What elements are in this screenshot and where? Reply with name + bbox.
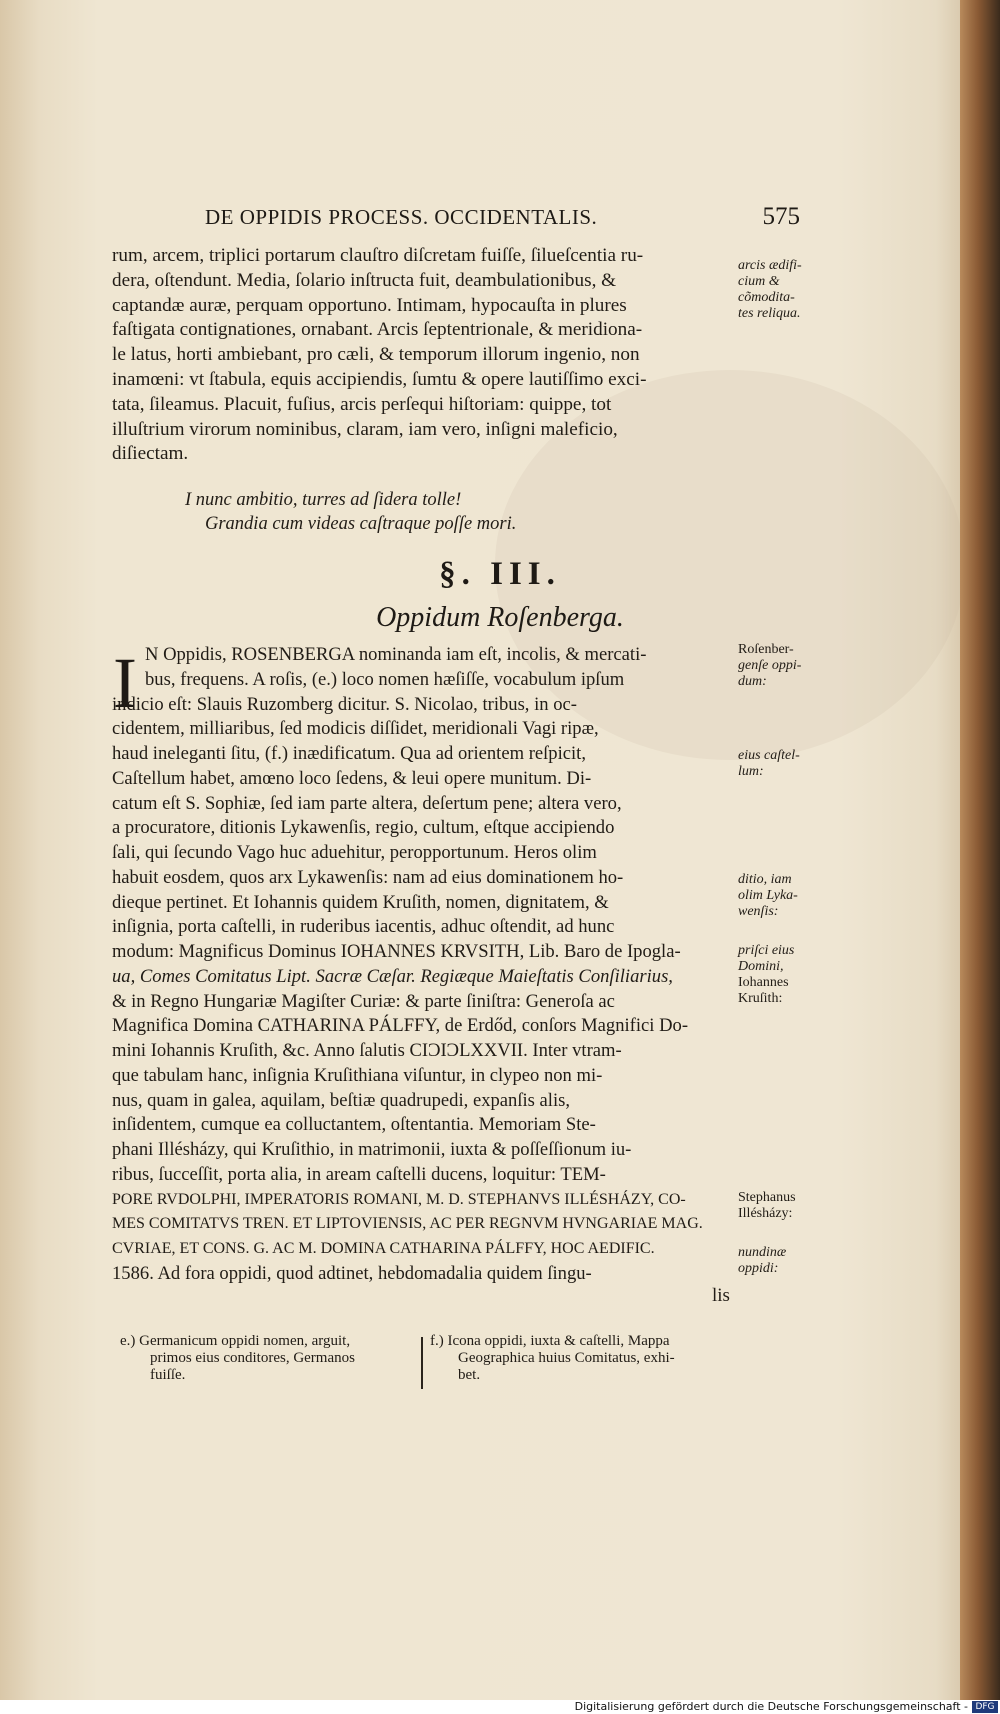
text-line: ribus, ſucceſſit, porta alia, in aream caſtelli ducens, loquitur: TEM- xyxy=(112,1163,606,1185)
text-line: N Oppidis, ROSENBERGA nominanda iam eſt, incolis, & mercati- xyxy=(145,644,647,665)
margin-note-line: oppidi: xyxy=(738,1261,779,1276)
book-edge xyxy=(960,0,1000,1714)
margin-note-line: Roſenber- xyxy=(738,642,794,657)
drop-cap: I xyxy=(113,643,137,723)
text-line: ſali, qui ſecundo Vago huc aduehitur, peropportunum. Heros olim xyxy=(112,842,597,864)
paragraph-arx xyxy=(112,244,727,467)
text-line: CVRIAE, ET CONS. G. AC M. DOMINA CATHARINA PÁLFFY, HOC AEDIFIC. xyxy=(112,1240,655,1258)
margin-note-line: Domini, xyxy=(738,959,784,974)
text-line: 1586. Ad fora oppidi, quod adtinet, hebdomadalia quidem ſingu- xyxy=(112,1262,592,1284)
footnote-line: e.) Germanicum oppidi nomen, arguit, xyxy=(120,1333,351,1349)
footnote-line: bet. xyxy=(458,1367,481,1383)
margin-note-line: lum: xyxy=(738,764,764,779)
text-line: habuit eosdem, quos arx Lykawenſis: nam ad eius dominationem ho- xyxy=(112,866,624,888)
footnote-f xyxy=(430,1333,730,1384)
text-line: & in Regno Hungariæ Magiſter Curiæ: & parte ſiniſtra: Generoſa ac xyxy=(112,990,615,1012)
margin-note-line: priſci eius xyxy=(738,943,795,958)
margin-note xyxy=(738,258,858,322)
text-line: Caſtellum habet, amœno loco ſedens, & leui opere munitum. Di- xyxy=(112,767,592,789)
margin-note-line: ditio, iam xyxy=(738,872,792,887)
text-line: MES COMITATVS TREN. ET LIPTOVIENSIS, AC PER REGNVM HVNGARIAE MAG. xyxy=(112,1215,703,1233)
section-number: §. III. xyxy=(439,556,561,592)
margin-note-line: olim Lyka- xyxy=(738,888,798,903)
paragraph-rosenberga-intro xyxy=(145,643,729,693)
text-line: bus, frequens. A roſis, (e.) loco nomen hæſiſſe, vocabulum ipſum xyxy=(145,668,625,690)
text-line: inamœni: vt ſtabula, equis accipiendis, ſumtu & opere lautiſſimo exci- xyxy=(112,368,647,390)
margin-note-line: wenſis: xyxy=(738,904,779,919)
text-line: Magnifica Domina CATHARINA PÁLFFY, de Erdőd, conſors Magnifici Do- xyxy=(112,1015,689,1037)
page-header xyxy=(205,205,800,237)
text-line: modum: Magnificus Dominus IOHANNES KRVSITH, Lib. Baro de Ipogla- xyxy=(112,941,681,963)
margin-note-line: Iohannes xyxy=(738,975,789,990)
text-line: PORE RVDOLPHI, IMPERATORIS ROMANI, M. D. STEPHANVS ILLÉSHÁZY, CO- xyxy=(112,1190,686,1208)
footnote-line: primos eius conditores, Germanos xyxy=(150,1350,355,1366)
verse-line: I nunc ambitio, turres ad ſidera tolle! xyxy=(185,490,462,510)
text-line: nus, quam in galea, aquilam, beſtiæ quadrupedi, expanſis alis, xyxy=(112,1089,571,1111)
text-line: mini Iohannis Kruſith, &c. Anno ſalutis CIϽIϽLXXVII. Inter vtram- xyxy=(112,1040,622,1062)
text-line: illuſtrium virorum nominibus, claram, iam vero, inſigni maleficio, xyxy=(112,418,618,440)
text-line: faſtigata contignationes, ornabant. Arcis ſeptentrionale, & meridiona- xyxy=(112,319,643,341)
margin-note-line: nundinæ xyxy=(738,1245,787,1260)
margin-note-line: Stephanus xyxy=(738,1190,796,1205)
footnote-line: f.) Icona oppidi, iuxta & caſtelli, Mappa xyxy=(430,1333,670,1349)
text-line: rum, arcem, triplici portarum clauſtro diſcretam fuiſſe, ſilueſcentia ru- xyxy=(112,245,644,266)
footnote-e xyxy=(120,1333,415,1384)
margin-note-line: genſe oppi- xyxy=(738,658,802,673)
text-line: ua, Comes Comitatus Lipt. Sacræ Cæſar. Regiæque Maieſtatis Conſiliarius, xyxy=(112,965,673,987)
text-line: que tabulam hanc, inſignia Kruſithiana viſuntur, in clypeo non mi- xyxy=(112,1064,603,1086)
margin-note xyxy=(738,872,858,920)
text-line: phani Illésházy, qui Kruſithio, in matrimonii, iuxta & poſſeſſionum iu- xyxy=(112,1139,632,1161)
paragraph-rosenberga xyxy=(112,693,727,1287)
footnote-line: fuiſſe. xyxy=(150,1367,186,1383)
text-line: tata, ſileamus. Placuit, fuſius, arcis perſequi hiſtoriam: quippe, tot xyxy=(112,393,612,415)
footer-bar xyxy=(0,1700,1000,1714)
footnote-line: Geographica huius Comitatus, exhi- xyxy=(458,1350,675,1366)
page-number: 575 xyxy=(762,203,800,230)
text-line: dieque pertinet. Et Iohannis quidem Kruſith, nomen, dignitatem, & xyxy=(112,891,609,913)
margin-note-line: dum: xyxy=(738,674,767,689)
text-line: haud ineleganti ſitu, (f.) inædificatum. Qua ad orientem reſpicit, xyxy=(112,743,586,765)
footnote-divider xyxy=(421,1337,423,1389)
text-line: catum eſt S. Sophiæ, ſed iam parte altera, deſertum pene; altera vero, xyxy=(112,792,622,814)
text-line: dera, oſtendunt. Media, ſolario inſtructa fuit, deambulationibus, & xyxy=(112,269,617,291)
text-line: inſidentem, cumque ea colluctantem, oſtentantia. Memoriam Ste- xyxy=(112,1114,596,1136)
catchword: lis xyxy=(712,1285,730,1306)
text-line: diſiectam. xyxy=(112,443,189,465)
margin-note-line: eius caſtel- xyxy=(738,748,800,763)
footer-credit: Digitalisierung gefördert durch die Deutsche Forschungsgemeinschaft - xyxy=(574,1700,968,1713)
margin-note-line: Kruſith: xyxy=(738,991,783,1006)
margin-note-line: arcis ædifi- xyxy=(738,258,802,273)
text-line: inſignia, porta caſtelli, in ruderibus iacentis, adhuc oſtendit, ad hunc xyxy=(112,916,615,938)
text-line: indicio eſt: Slauis Ruzomberg dicitur. S. Nicolao, tribus, in oc- xyxy=(112,693,577,715)
margin-note xyxy=(738,1190,858,1222)
section-title: Oppidum Roſenberga. xyxy=(376,602,624,633)
text-line: le latus, horti ambiebant, pro cæli, & temporum illorum ingenio, non xyxy=(112,344,640,366)
text-line: a procuratore, ditionis Lykawenſis, regio, cultum, eſtque accipiendo xyxy=(112,817,615,839)
dfg-logo-icon: DFG xyxy=(972,1701,998,1713)
margin-note-line: cium & xyxy=(738,274,780,289)
margin-note xyxy=(738,748,858,780)
margin-note xyxy=(738,642,858,690)
margin-note xyxy=(738,943,858,1007)
text-line: cidentem, milliaribus, ſed modicis diſſidet, meridionali Vagi ripæ, xyxy=(112,718,599,740)
verse-line: Grandia cum videas caſtraque poſſe mori. xyxy=(205,514,517,534)
margin-note xyxy=(738,1245,858,1277)
margin-note-line: cõmodita- xyxy=(738,290,795,305)
margin-note-line: tes reliqua. xyxy=(738,306,801,321)
running-title: DE OPPIDIS PROCESS. OCCIDENTALIS. xyxy=(205,205,598,229)
margin-note-line: Illésházy: xyxy=(738,1206,793,1221)
text-line: captandæ auræ, perquam opportuno. Intimam, hypocauſta in plures xyxy=(112,294,627,316)
